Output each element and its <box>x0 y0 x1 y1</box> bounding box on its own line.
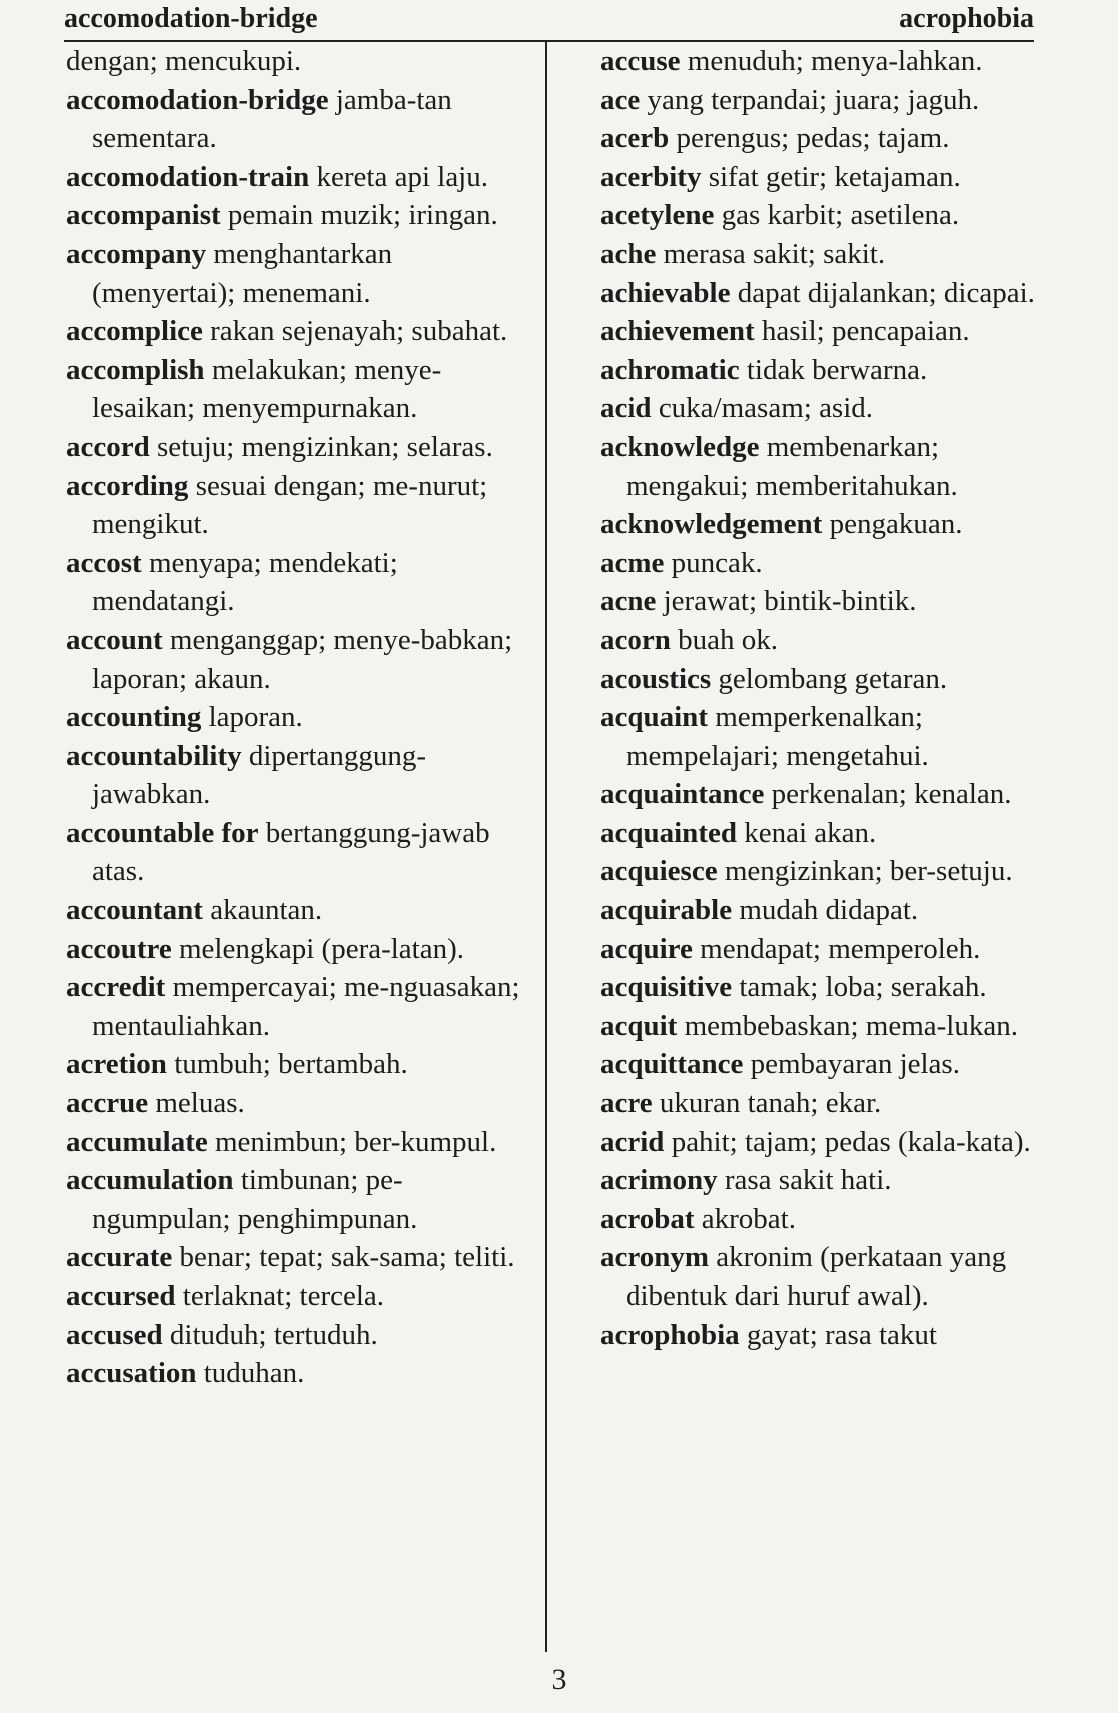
definition: puncak. <box>671 546 763 579</box>
column-divider <box>545 42 547 1652</box>
headword: accompanist <box>66 199 221 232</box>
headword: account <box>66 623 163 656</box>
definition: tamak; loba; serakah. <box>739 971 987 1004</box>
headword: accurate <box>66 1241 173 1274</box>
definition: merasa sakit; sakit. <box>663 237 886 270</box>
headword: acquiesce <box>600 855 718 888</box>
dictionary-entry <box>66 1123 536 1162</box>
dictionary-entry <box>600 81 1060 120</box>
dictionary-entry <box>600 930 1060 969</box>
headword: acerbity <box>600 160 702 193</box>
definition: cuka/masam; asid. <box>658 392 874 425</box>
page-header <box>64 0 1034 42</box>
dictionary-entry <box>600 312 1060 351</box>
headword: acid <box>600 392 652 425</box>
definition: menuduh; menya-lahkan. <box>687 45 983 77</box>
headword: acknowledgement <box>600 508 823 541</box>
dictionary-entry <box>600 428 1060 505</box>
definition: menyapa; mendekati; mendatangi. <box>92 546 398 618</box>
headword: according <box>66 469 189 502</box>
definition: mempercayai; me-nguasakan; mentauliahkan. <box>92 971 520 1042</box>
definition: gelombang getaran. <box>718 662 948 695</box>
headword: achievement <box>600 315 755 348</box>
definition: perkenalan; kenalan. <box>771 778 1012 811</box>
definition: hasil; pencapaian. <box>761 315 970 348</box>
headword: acne <box>600 585 657 618</box>
headword: acrobat <box>600 1202 695 1235</box>
definition: yang terpandai; juara; jaguh. <box>647 83 980 116</box>
headword: acretion <box>66 1048 167 1081</box>
definition: tuduhan. <box>203 1357 305 1390</box>
dictionary-entry <box>66 1316 536 1355</box>
definition: pengakuan. <box>829 508 963 541</box>
dictionary-entry <box>600 1084 1060 1123</box>
headword: accomodation-bridge <box>66 83 329 116</box>
dictionary-entry <box>600 119 1060 158</box>
headword: accumulation <box>66 1164 234 1197</box>
headword: acquit <box>600 1009 678 1042</box>
definition: rakan sejenayah; subahat. <box>210 315 508 348</box>
definition: timbunan; pe-ngumpulan; penghimpunan. <box>92 1164 418 1235</box>
headword: accost <box>66 546 142 579</box>
dictionary-entry <box>600 351 1060 390</box>
definition: mendapat; memperoleh. <box>700 932 981 965</box>
dictionary-entry <box>66 737 536 814</box>
definition: melakukan; menye-lesaikan; menyempurnakan. <box>92 353 442 425</box>
dictionary-entry <box>600 891 1060 930</box>
headword: acquaint <box>600 701 708 734</box>
headword: accusation <box>66 1357 197 1390</box>
headword: acknowledge <box>600 430 760 463</box>
dictionary-entry <box>600 775 1060 814</box>
dictionary-entry <box>600 1045 1060 1084</box>
definition: buah ok. <box>678 623 778 656</box>
definition: dipertanggung-jawabkan. <box>92 739 427 811</box>
dictionary-entry <box>66 968 536 1045</box>
definition: pahit; tajam; pedas (kala-kata). <box>671 1125 1031 1158</box>
headword: accountant <box>66 894 203 927</box>
headword: achromatic <box>600 353 740 386</box>
dictionary-entry <box>66 698 536 737</box>
definition: jamba-tan sementara. <box>92 83 452 155</box>
headword: accredit <box>66 971 166 1004</box>
definition: gas karbit; asetilena. <box>721 199 960 232</box>
definition: setuju; mengizinkan; selaras. <box>157 430 493 463</box>
dictionary-entry <box>66 428 536 467</box>
dictionary-entry <box>66 544 536 621</box>
headword: acrimony <box>600 1164 718 1197</box>
dictionary-entry <box>600 582 1060 621</box>
dictionary-entry <box>600 814 1060 853</box>
dictionary-entry <box>600 660 1060 699</box>
definition: benar; tepat; sak-sama; teliti. <box>179 1241 515 1274</box>
page-number: 3 <box>551 1663 567 1696</box>
definition: akronim (perkataan yang dibentuk dari huruf awal). <box>626 1241 1007 1312</box>
dictionary-entry <box>66 1277 536 1316</box>
dictionary-entry <box>66 196 536 235</box>
headword: acquainted <box>600 816 737 849</box>
headword: accountable for <box>66 816 259 849</box>
headword: acronym <box>600 1241 710 1274</box>
definition: ukuran tanah; ekar. <box>659 1087 882 1120</box>
dictionary-entry <box>600 1316 1060 1355</box>
dictionary-entry <box>600 698 1060 775</box>
headword: accompany <box>66 237 207 270</box>
definition: membebaskan; mema-lukan. <box>684 1009 1018 1042</box>
guide-word-last: acrophobia <box>899 3 1034 34</box>
dictionary-entry <box>66 814 536 891</box>
definition: meluas. <box>155 1087 245 1120</box>
definition: sifat getir; ketajaman. <box>708 160 961 193</box>
dictionary-entry <box>66 1161 536 1238</box>
definition: pemain muzik; iringan. <box>227 199 498 232</box>
definition: menimbun; ber-kumpul. <box>215 1125 497 1158</box>
dictionary-entry <box>66 81 536 158</box>
definition: akauntan. <box>210 894 323 927</box>
dictionary-entry <box>600 196 1060 235</box>
definition: dapat dijalankan; dicapai. <box>737 276 1035 309</box>
dictionary-entry <box>66 467 536 544</box>
headword: accomodation-train <box>66 160 310 193</box>
dictionary-entry <box>600 1123 1060 1162</box>
left-column <box>66 42 536 1393</box>
dictionary-entry <box>66 235 536 312</box>
dictionary-entry <box>66 621 536 698</box>
dictionary-entry <box>600 968 1060 1007</box>
dictionary-entry <box>600 158 1060 197</box>
headword: accumulate <box>66 1125 208 1158</box>
dictionary-entry <box>600 852 1060 891</box>
headword: ace <box>600 83 641 116</box>
dictionary-entry <box>66 312 536 351</box>
definition: sesuai dengan; me-nurut; mengikut. <box>92 469 488 541</box>
dictionary-entry <box>66 1238 536 1277</box>
definition: melengkapi (pera-latan). <box>179 932 465 965</box>
dictionary-entry <box>600 1161 1060 1200</box>
right-column <box>600 42 1060 1354</box>
definition: kereta api laju. <box>316 160 488 193</box>
definition: mengizinkan; ber-setuju. <box>724 855 1013 888</box>
headword: accounting <box>66 701 202 734</box>
definition: akrobat. <box>701 1202 796 1235</box>
dictionary-entry <box>600 1238 1060 1315</box>
headword: acorn <box>600 623 671 656</box>
guide-word-first: accomodation-bridge <box>64 3 318 34</box>
headword: acquirable <box>600 894 733 927</box>
dictionary-entry <box>66 1354 536 1393</box>
dictionary-entry <box>66 930 536 969</box>
definition: dituduh; tertuduh. <box>169 1318 378 1351</box>
definition: mudah didapat. <box>739 894 919 927</box>
headword: achievable <box>600 276 731 309</box>
headword: acetylene <box>600 199 715 232</box>
dictionary-entry <box>600 544 1060 583</box>
dictionary-entry <box>600 274 1060 313</box>
definition: bertanggung-jawab atas. <box>92 816 490 888</box>
definition: laporan. <box>208 701 303 734</box>
headword: accord <box>66 430 150 463</box>
definition: gayat; rasa takut <box>746 1318 937 1351</box>
headword: acrophobia <box>600 1318 740 1351</box>
dictionary-entry <box>66 891 536 930</box>
definition: tumbuh; bertambah. <box>174 1048 408 1081</box>
headword: accursed <box>66 1280 176 1312</box>
definition: kenai akan. <box>744 816 877 849</box>
definition: dengan; mencukupi. <box>66 45 302 77</box>
headword: ache <box>600 237 657 270</box>
headword: acquire <box>600 932 693 965</box>
dictionary-entry <box>66 351 536 428</box>
dictionary-entry <box>600 621 1060 660</box>
definition: jerawat; bintik-bintik. <box>663 585 917 618</box>
headword: acoustics <box>600 662 712 695</box>
headword: acquisitive <box>600 971 733 1004</box>
headword: acre <box>600 1087 653 1120</box>
definition: menghantarkan (menyertai); menemani. <box>92 237 393 309</box>
headword: accountability <box>66 739 242 772</box>
headword: acme <box>600 546 665 579</box>
definition: rasa sakit hati. <box>724 1164 892 1197</box>
headword: acerb <box>600 122 670 155</box>
definition: terlaknat; tercela. <box>182 1280 385 1312</box>
headword: accuse <box>600 45 681 77</box>
definition: tidak berwarna. <box>746 353 928 386</box>
definition: pembayaran jelas. <box>750 1048 960 1081</box>
dictionary-entry <box>66 1045 536 1084</box>
headword: accomplice <box>66 315 203 348</box>
headword: acrid <box>600 1125 665 1158</box>
headword: accrue <box>66 1087 149 1120</box>
definition: perengus; pedas; tajam. <box>676 122 950 155</box>
dictionary-entry <box>600 389 1060 428</box>
headword: acquittance <box>600 1048 744 1081</box>
dictionary-entry <box>66 1084 536 1123</box>
dictionary-entry <box>66 42 536 81</box>
headword: accused <box>66 1318 163 1351</box>
dictionary-entry <box>600 505 1060 544</box>
headword: accoutre <box>66 932 172 965</box>
dictionary-entry <box>600 42 1060 81</box>
definition: memperkenalkan; mempelajari; mengetahui. <box>626 701 929 772</box>
dictionary-entry <box>600 1200 1060 1239</box>
definition: membenarkan; mengakui; memberitahukan. <box>626 430 958 502</box>
headword: accomplish <box>66 353 205 386</box>
dictionary-entry <box>600 1007 1060 1046</box>
dictionary-entry <box>600 235 1060 274</box>
dictionary-entry <box>66 158 536 197</box>
definition: menganggap; menye-babkan; laporan; akaun. <box>92 623 513 695</box>
headword: acquaintance <box>600 778 765 811</box>
